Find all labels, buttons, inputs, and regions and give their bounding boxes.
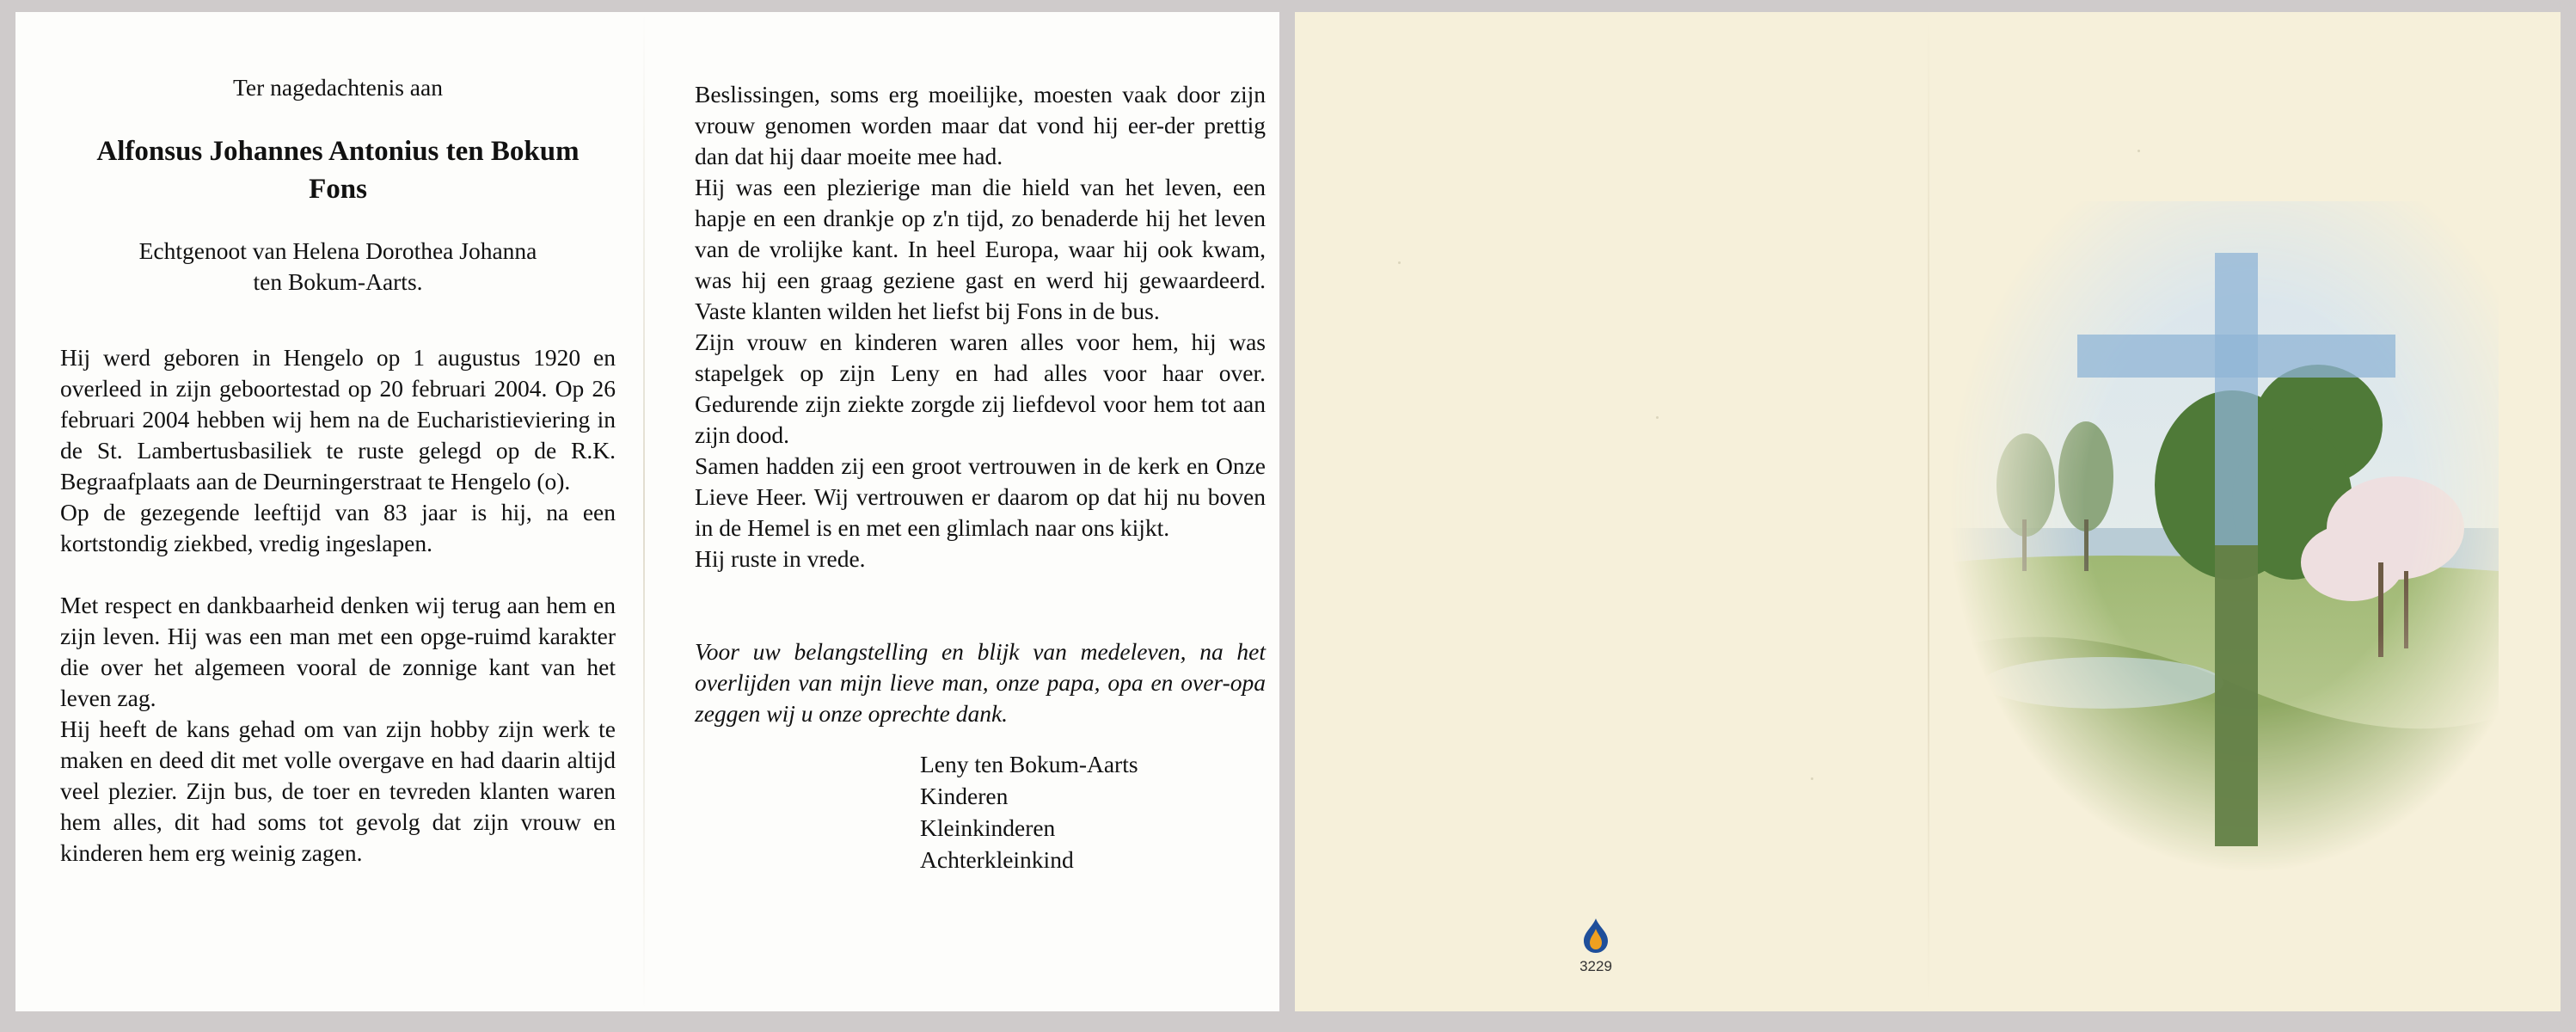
- thanks-text: Voor uw belangstelling en blijk van medeleven, na het overlijden van mijn lieve man, onze papa, opa en over-opa zeggen wij u onze oprechte dank.: [695, 638, 1266, 727]
- fold-line: [1928, 12, 1929, 1011]
- middle-column: [695, 12, 1266, 875]
- bio-paragraph: Hij werd geboren in Hengelo op 1 augustus 1920 en overleed in zijn geboortestad op 20 februari 2004. Op 26 februari 2004 hebben wij hem na de Eucharistieviering in de St. Lambertusbasiliek te ruste gelegd op de R.K. Begraafplaats aan de Deurningerstraat te Hengelo (o).: [60, 344, 616, 494]
- print-number: 3229: [1579, 958, 1612, 974]
- paper-fleck: [2137, 150, 2140, 152]
- signoff-name: Leny ten Bokum-Aarts: [920, 751, 1138, 777]
- left-column: [60, 12, 616, 869]
- signoff-list: [920, 748, 1266, 875]
- card-inner-spread: [15, 12, 1279, 1011]
- paper-fleck: [1398, 261, 1401, 264]
- paper-fleck: [1656, 416, 1659, 419]
- memorial-paragraph: Hij was een plezierige man die hield van het leven, een hapje en een drankje op z'n tijd, zo benaderde hij het leven van de vrolijke kant. In heel Europa, waar hij ook kwam, was hij een graag geziene gast en werd hij gewaardeerd. Vaste klanten wilden het liefst bij Fons in de bus.: [695, 174, 1266, 324]
- paper-fleck: [1811, 777, 1813, 780]
- memorial-paragraph: Zijn vrouw en kinderen waren alles voor hem, hij was stapelgek op zijn Leny en had alles voor haar over. Gedurende zijn ziekte zorgde zij liefdevol voor hem tot aan zijn dood.: [695, 329, 1266, 448]
- spouse-line-2: ten Bokum-Aarts.: [253, 268, 423, 295]
- fold-line: [643, 12, 645, 1011]
- memorial-paragraph: Beslissingen, soms erg moeilijke, moesten vaak door zijn vrouw genomen worden maar dat vond hij eer-der prettig dan dat hij daar moeite mee had.: [695, 81, 1266, 169]
- deceased-full-name: Alfonsus Johannes Antonius ten Bokum: [96, 136, 580, 167]
- signoff-name: Kinderen: [920, 783, 1009, 809]
- card-outer-spread: [1295, 12, 2561, 1011]
- publisher-flame-icon: [1579, 917, 1613, 959]
- signoff-name: Kleinkinderen: [920, 814, 1056, 841]
- bio-paragraph: Op de gezegende leeftijd van 83 jaar is hij, na een kortstondig ziekbed, vredig ingeslapen.: [60, 499, 616, 556]
- spouse-line-1: Echtgenoot van Helena Dorothea Johanna: [138, 237, 537, 264]
- memorial-paragraph: Samen hadden zij een groot vertrouwen in de kerk en Onze Lieve Heer. Wij vertrouwen er daarom op dat hij nu boven in de Hemel is en met een glimlach naar ons kijkt.: [695, 452, 1266, 541]
- bio-paragraph: Met respect en dankbaarheid denken wij terug aan hem en zijn leven. Hij was een man met een opge-ruimd karakter die over het algemeen vooral de zonnige kant van het leven zag.: [60, 592, 616, 711]
- closing-line: Hij ruste in vrede.: [695, 545, 866, 572]
- cross-landscape-illustration: [1948, 201, 2499, 872]
- bio-paragraph: Hij heeft de kans gehad om van zijn hobby zijn werk te maken en deed dit met volle overgave en had daarin altijd veel plezier. Zijn bus, de toer en tevreden klanten waren hem alles, dit had soms tot gevolg dat zijn vrouw en kinderen hem erg weinig zagen.: [60, 716, 616, 866]
- signoff-name: Achterkleinkind: [920, 846, 1074, 873]
- intro-text: Ter nagedachtenis aan: [233, 74, 443, 101]
- deceased-nickname: Fons: [309, 174, 367, 205]
